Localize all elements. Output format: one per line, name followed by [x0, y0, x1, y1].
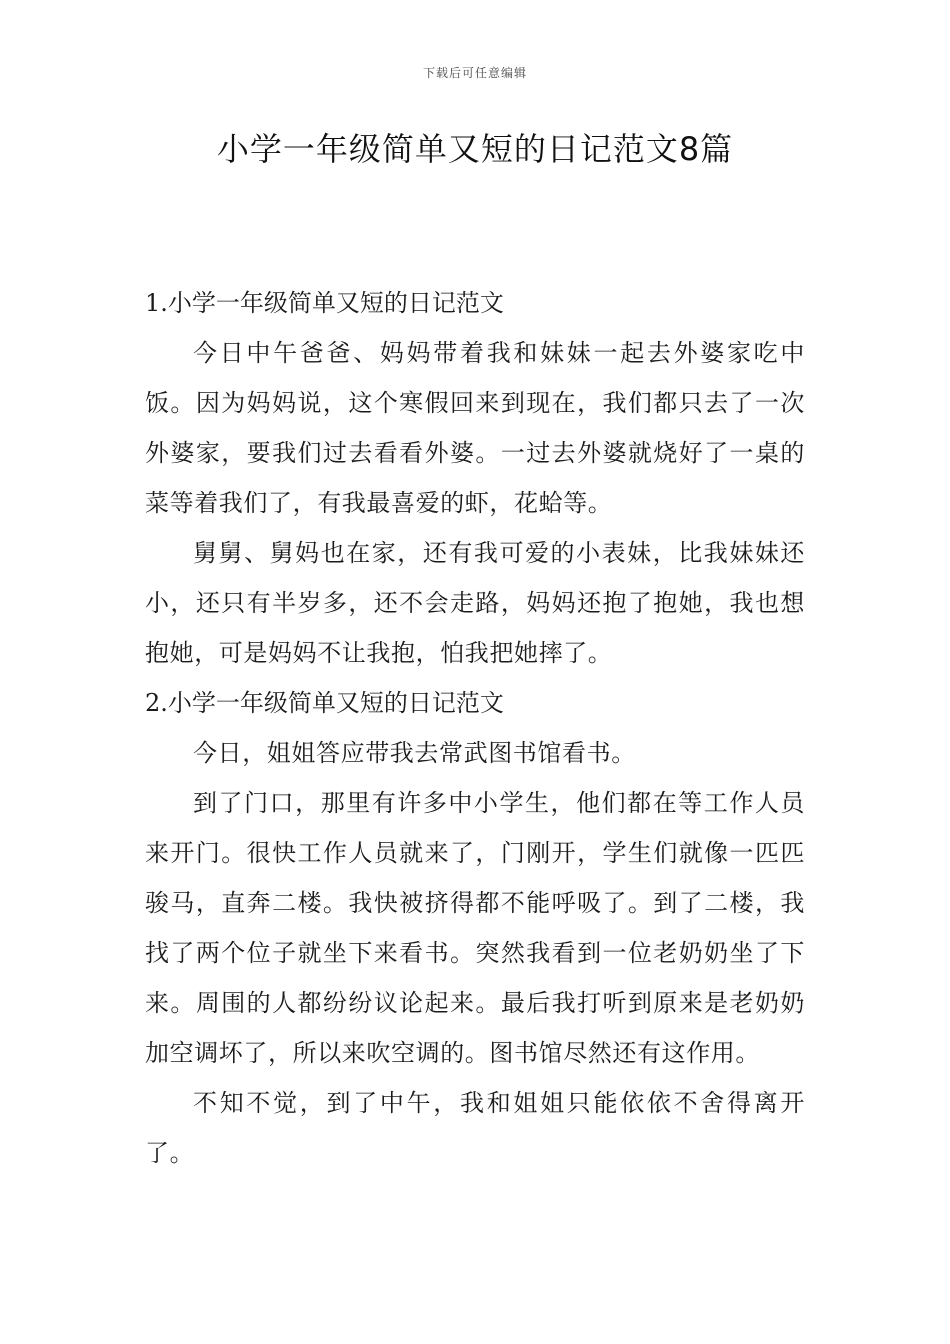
document-title: 小学一年级简单又短的日记范文8篇 [216, 130, 734, 168]
document-body [145, 278, 805, 1178]
header-note: 下载后可任意编辑 [422, 66, 527, 80]
section-heading: 2.小学一年级简单又短的日记范文 [145, 689, 504, 717]
section-heading: 1.小学一年级简单又短的日记范文 [145, 289, 504, 317]
paragraph: 不知不觉，到了中午，我和姐姐只能依依不舍得离开了。 [145, 1089, 805, 1167]
diary-section-1 [145, 278, 805, 678]
paragraph: 到了门口，那里有许多中小学生，他们都在等工作人员来开门。很快工作人员就来了，门刚开，学生们就像一匹匹骏马，直奔二楼。我快被挤得都不能呼吸了。到了二楼，我找了两个位子就坐下来看书。突然我看到一位老奶奶坐了下来。周围的人都纷纷议论起来。最后我打听到原来是老奶奶加空调坏了，所以来吹空调的。图书馆尽然还有这作用。 [145, 789, 805, 1067]
paragraph: 今日，姐姐答应带我去常武图书馆看书。 [193, 739, 636, 767]
paragraph: 舅舅、舅妈也在家，还有我可爱的小表妹，比我妹妹还小，还只有半岁多，还不会走路，妈妈还抱了抱她，我也想抱她，可是妈妈不让我抱，怕我把她摔了。 [145, 539, 805, 667]
diary-section-2 [145, 678, 805, 1178]
paragraph: 今日中午爸爸、妈妈带着我和妹妹一起去外婆家吃中饭。因为妈妈说，这个寒假回来到现在，我们都只去了一次外婆家，要我们过去看看外婆。一过去外婆就烧好了一桌的菜等着我们了，有我最喜爱的虾，花蛤等。 [145, 339, 805, 517]
